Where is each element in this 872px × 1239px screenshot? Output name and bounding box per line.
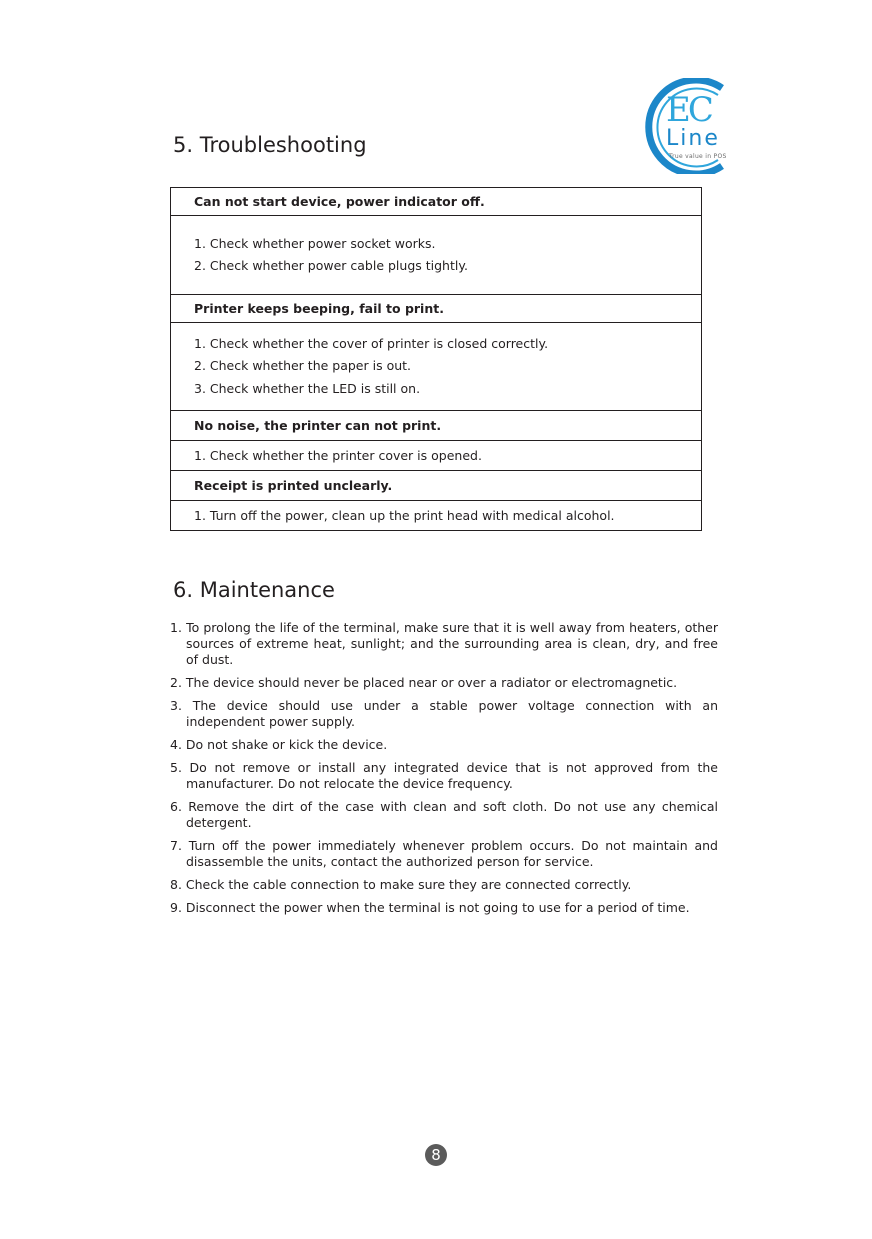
solution-cell (171, 323, 702, 411)
table-row (171, 295, 702, 323)
problem-heading: Printer keeps beeping, fail to print. (171, 295, 702, 323)
list-item: 9. Disconnect the power when the terminal is not going to use for a period of time. (170, 900, 690, 915)
solution-step: 2. Check whether power cable plugs tightly. (194, 258, 468, 273)
list-item: 6. Remove the dirt of the case with clean and soft cloth. Do not use any chemical detergent. (170, 799, 718, 830)
list-item: 8. Check the cable connection to make sure they are connected correctly. (170, 877, 632, 892)
ecline-logo (638, 78, 730, 174)
list-item: 5. Do not remove or install any integrated device that is not approved from the manufacturer. Do not relocate the device frequency. (170, 760, 718, 791)
table-row (171, 323, 702, 411)
solution-cell (171, 216, 702, 295)
list-item: 1. To prolong the life of the terminal, make sure that it is well away from heaters, other sources of extreme heat, sunlight; and the surrounding area is clean, dry, and free of dust. (170, 620, 718, 667)
list-item: 4. Do not shake or kick the device. (170, 737, 388, 752)
table-row (171, 471, 702, 501)
page-number: 8 (425, 1144, 447, 1166)
table-row (171, 501, 702, 531)
solution-step: 1. Check whether the cover of printer is closed correctly. (194, 335, 549, 351)
problem-heading: Receipt is printed unclearly. (171, 471, 702, 501)
list-item: 3. The device should use under a stable power voltage connection with an independent power supply. (170, 698, 718, 729)
problem-heading: No noise, the printer can not print. (171, 411, 702, 441)
troubleshooting-title: 5. Troubleshooting (173, 133, 367, 157)
solution-step: 3. Check whether the LED is still on. (194, 380, 421, 396)
logo-ec-text: EC (666, 90, 711, 130)
logo-line-text: Line (666, 126, 720, 151)
list-item: 7. Turn off the power immediately whenever problem occurs. Do not maintain and disassemble the units, contact the authorized person for service. (170, 838, 718, 869)
maintenance-list (170, 620, 718, 923)
table-row (171, 441, 702, 471)
list-item: 2. The device should never be placed near or over a radiator or electromagnetic. (170, 675, 678, 690)
maintenance-title: 6. Maintenance (173, 578, 335, 602)
troubleshooting-table (170, 187, 702, 531)
problem-heading: Can not start device, power indicator off. (171, 188, 702, 216)
solution-step: 2. Check whether the paper is out. (194, 358, 412, 374)
table-row (171, 216, 702, 295)
table-row (171, 188, 702, 216)
solution-step: 1. Check whether the printer cover is opened. (171, 441, 702, 471)
logo-tagline: True value in POS (669, 153, 727, 160)
table-row (171, 411, 702, 441)
solution-step: 1. Check whether power socket works. (194, 235, 436, 251)
solution-step: 1. Turn off the power, clean up the print head with medical alcohol. (171, 501, 702, 531)
